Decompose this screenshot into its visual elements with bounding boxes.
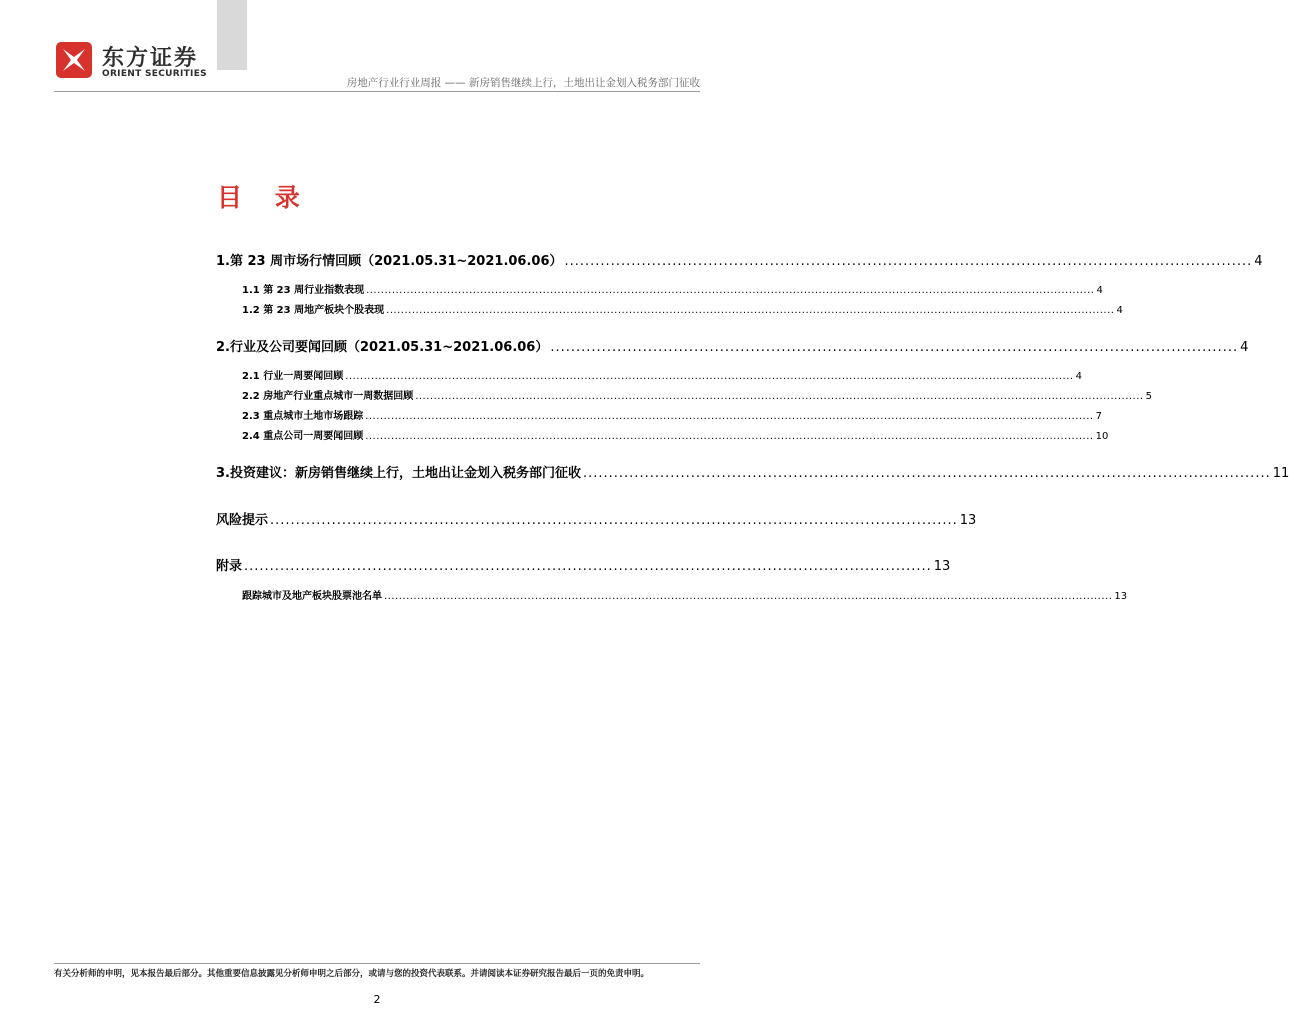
toc-entry-2-2[interactable] (216, 387, 1152, 402)
toc-entry-label: 2.2 房地产行业重点城市一周数据回顾 (242, 391, 414, 402)
toc-entry-page: 13 (933, 559, 951, 574)
toc-entry-label: 2.3 重点城市土地市场跟踪 (242, 411, 364, 422)
toc-leader: ...................................................................................................................................................................................................... (384, 591, 1113, 602)
toc-entry-page: 7 (1095, 411, 1102, 422)
toc-entry-label: 1.2 第 23 周地产板块个股表现 (242, 305, 385, 316)
toc-leader: ...................................................................................................................................................................................................... (415, 391, 1144, 402)
toc-leader: ...................................................................................................................................... (582, 466, 1271, 481)
toc-entry-page: 10 (1095, 431, 1109, 442)
toc-entry-1-2[interactable] (216, 301, 1123, 316)
toc-entry-1-1[interactable] (216, 281, 1103, 296)
toc-entry-label: 1.1 第 23 周行业指数表现 (242, 285, 365, 296)
toc-leader: ...................................................................................................................................... (270, 513, 958, 528)
toc-entry-label: 3.投资建议：新房销售继续上行，土地出让金划入税务部门征收 (216, 466, 581, 481)
toc-entry-page: 5 (1145, 391, 1152, 402)
toc-entry-label: 风险提示 (216, 513, 269, 528)
toc-entry-page: 4 (1254, 254, 1263, 269)
toc-entry-1[interactable] (216, 250, 1263, 269)
toc-entry-page: 4 (1096, 285, 1103, 296)
toc-entry-2-4[interactable] (216, 427, 1109, 442)
logo-chinese-name: 东方证券 (102, 46, 199, 71)
toc-entry-page: 11 (1272, 466, 1289, 481)
toc-entry-risk[interactable] (216, 509, 977, 528)
toc-leader: ...................................................................................................................................................................................................... (366, 285, 1095, 296)
toc-entry-label: 2.1 行业一周要闻回顾 (242, 371, 344, 382)
footer-disclaimer: 有关分析师的申明，见本报告最后部分。其他重要信息披露见分析师申明之后部分，或请与您的投资代表联系。并请阅读本证券研究报告最后一页的免责申明。 (54, 969, 650, 979)
toc-entry-2-3[interactable] (216, 407, 1102, 422)
page-number: 2 (373, 993, 381, 1006)
toc-entry-label: 2.4 重点公司一周要闻回顾 (242, 431, 364, 442)
toc-title: 目 录 (217, 183, 312, 212)
toc-leader: ...................................................................................................................................... (244, 559, 932, 574)
toc-entry-label: 2.行业及公司要闻回顾（2021.05.31~2021.06.06） (216, 340, 549, 355)
toc-leader: ...................................................................................................................................................................................................... (345, 371, 1074, 382)
toc-leader: ...................................................................................................................................................................................................... (386, 305, 1115, 316)
running-head: 房地产行业行业周报 —— 新房销售继续上行，土地出让金划入税务部门征收 (346, 77, 700, 89)
toc-leader: ...................................................................................................................................................................................................... (365, 431, 1094, 442)
toc-entry-2-1[interactable] (216, 367, 1082, 382)
toc-entry-label: 跟踪城市及地产板块股票池名单 (242, 591, 382, 602)
company-logo (54, 40, 214, 84)
toc-leader: ...................................................................................................................................................................................................... (365, 411, 1094, 422)
footer-divider (54, 963, 700, 964)
toc-entry-page: 4 (1075, 371, 1082, 382)
toc-entry-page: 4 (1240, 340, 1249, 355)
toc-entry-appendix-list[interactable] (216, 587, 1128, 602)
header-band (217, 0, 247, 70)
toc-entry-3[interactable] (216, 462, 1289, 481)
toc-entry-page: 4 (1116, 305, 1123, 316)
toc-entry-appendix[interactable] (216, 555, 951, 574)
header-divider (54, 91, 700, 92)
toc-leader: ...................................................................................................................................... (564, 254, 1253, 269)
toc-entry-2[interactable] (216, 336, 1249, 355)
toc-entry-label: 附录 (216, 559, 243, 574)
toc-entry-label: 1.第 23 周市场行情回顾（2021.05.31~2021.06.06） (216, 254, 563, 269)
toc-leader: ...................................................................................................................................... (550, 340, 1239, 355)
orient-logo-icon (54, 40, 94, 80)
toc-entry-page: 13 (1114, 591, 1128, 602)
logo-english-name: ORIENT SECURITIES (102, 69, 207, 79)
toc-entry-page: 13 (959, 513, 977, 528)
